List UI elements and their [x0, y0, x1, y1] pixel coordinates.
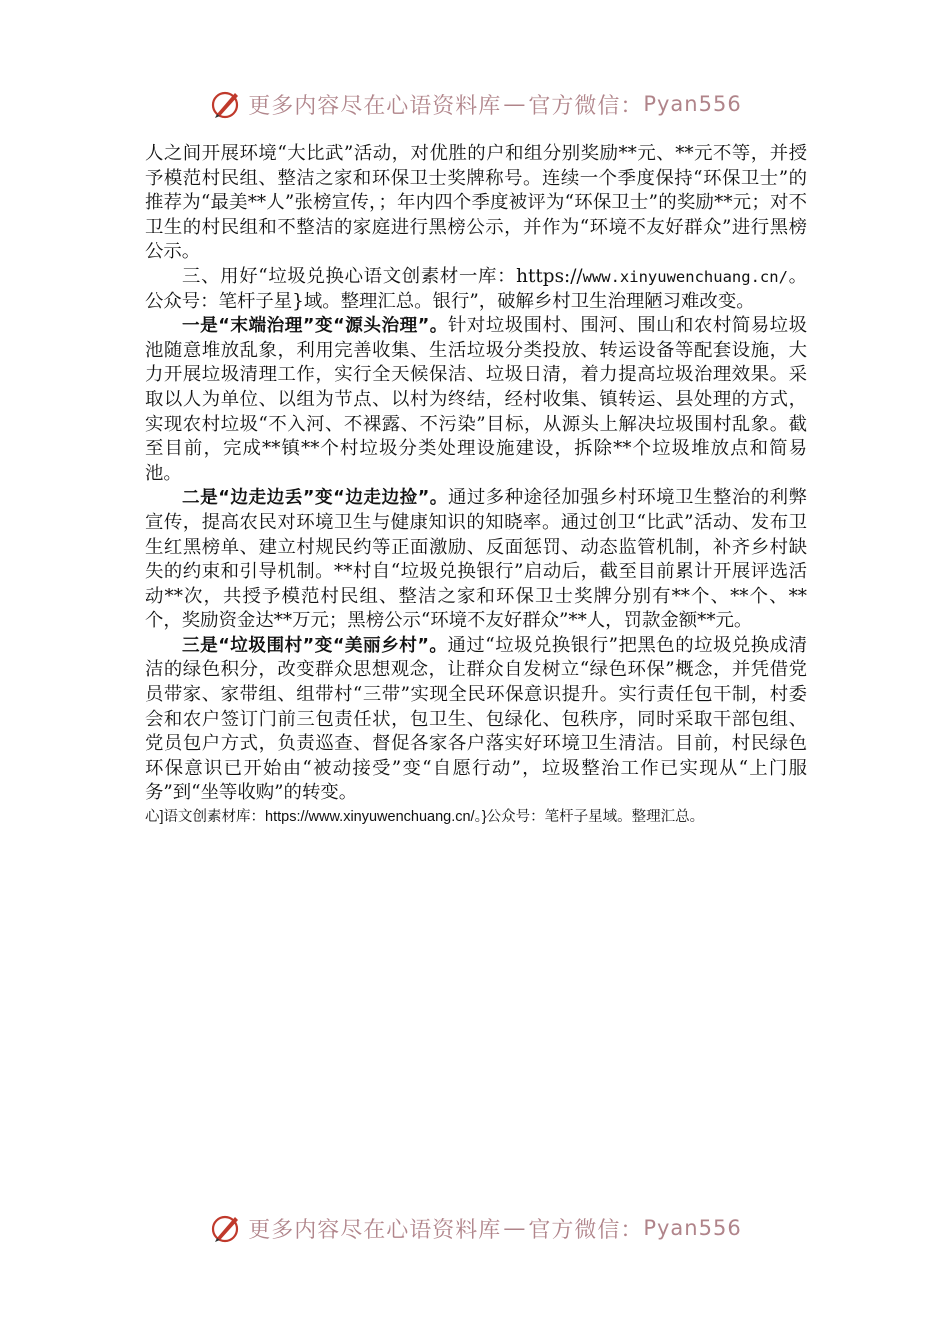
header-banner [0, 84, 950, 124]
banner-wechat-id: Pyan556 [643, 92, 742, 116]
paragraph-1: 人之间开展环境“大比武”活动，对优胜的户和组分别奖励**元、**元不等，并授予模范村民组、整洁之家和环保卫士奖牌称号。连续一个季度保持“环保卫士”的推荐为“最美**人”张榜宣传，；年内四个季度被评为“环保卫士”的奖励**元；对不卫生的村民组和不整洁的家庭进行黑榜公示，并作为“环境不友好群众”进行黑榜公示。 [145, 143, 807, 263]
paragraph-4 [145, 486, 807, 634]
paragraph-5-body: 通过“垃圾兑换银行”把黑色的垃圾兑换成清洁的绿色积分，改变群众思想观念，让群众自发树立“绿色环保”概念，并凭借党员带家、家带组、组带村“三带”实现全民环保意识提升。实行责任包干制，村委会和农户签订门前三包责任状，包卫生、包绿化、包秩序，同时采取干部包组、党员包户方式，负责巡查、督促各家各户落实好环境卫生清洁。目前，村民绿色环保意识已开始由“被动接受”变“自愿行动”，垃圾整治工作已实现从“上门服务”到“坐等收购”的转变。 [145, 634, 807, 804]
footer-banner [0, 1208, 950, 1248]
paragraph-4-heading: 二是“边走边丢”变“边走边捡”。 [182, 488, 448, 509]
banner-label: 官方微信： [528, 93, 644, 119]
paragraph-3-heading: 一是“末端治理”变“源头治理”。 [182, 316, 448, 337]
pen-circle-logo-icon [208, 87, 242, 121]
paragraph-2 [145, 265, 807, 314]
paragraph-4-body: 通过多种途径加强乡村环境卫生整治的利弊宣传，提高农民对环境卫生与健康知识的知晓率。通过创卫“比武”活动、发布卫生红黑榜单、建立村规民约等正面激励、反面惩罚、动态监管机制，补齐乡村缺失的约束和引导机制。**村自“垃圾兑换银行”启动后，截至目前累计开展评选活动**次，共授予模范村民组、整洁之家和环保卫士奖牌分别有**个、**个、**个，奖励资金达**万元；黑榜公示“环境不友好群众”**人，罚款金额**元。 [145, 487, 807, 632]
paragraph-5-heading: 三是“垃圾围村”变“美丽乡村”。 [182, 635, 448, 656]
source-note: 心]语文创素材库：https://www.xinyuwenchuang.cn/。}公众号：笔杆子星域。整理汇总。 [145, 809, 705, 826]
banner-dash: — [503, 91, 527, 117]
banner-text: 更多内容尽在心语资料库 [248, 1217, 502, 1243]
banner-wechat-id: Pyan556 [643, 1216, 742, 1240]
paragraph-5 [145, 634, 807, 806]
pen-circle-logo-icon [208, 1211, 242, 1245]
paragraph-3-body: 针对垃圾围村、围河、围山和农村简易垃圾池随意堆放乱象，利用完善收集、生活垃圾分类投放、转运设备等配套设施，大力开展垃圾清理工作，实行全天候保洁、垃圾日清，着力提高垃圾治理效果。采取以人为单位、以组为节点、以村为终结，经村收集、镇转运、县处理的方式，实现农村垃圾“不入河、不裸露、不污染”目标，从源头上解决垃圾围村乱象。截至目前，完成**镇**个村垃圾分类处理设施建设，拆除**个垃圾堆放点和简易池。 [145, 315, 807, 484]
banner-dash: — [503, 1215, 527, 1241]
document-body [145, 142, 807, 828]
paragraph-2-url: www.xinyuwenchuang.cn/ [582, 267, 788, 286]
paragraph-3 [145, 314, 807, 486]
paragraph-2-text-b: 。公众号：笔杆子星}域。整理汇总。银行”，破解乡村卫生治理陋习难改变。 [145, 265, 807, 312]
banner-label: 官方微信： [528, 1217, 644, 1243]
paragraph-2-text-a: 三、用好“垃圾兑换心语文创素材一库：https:// [182, 265, 583, 287]
banner-text: 更多内容尽在心语资料库 [248, 93, 502, 119]
